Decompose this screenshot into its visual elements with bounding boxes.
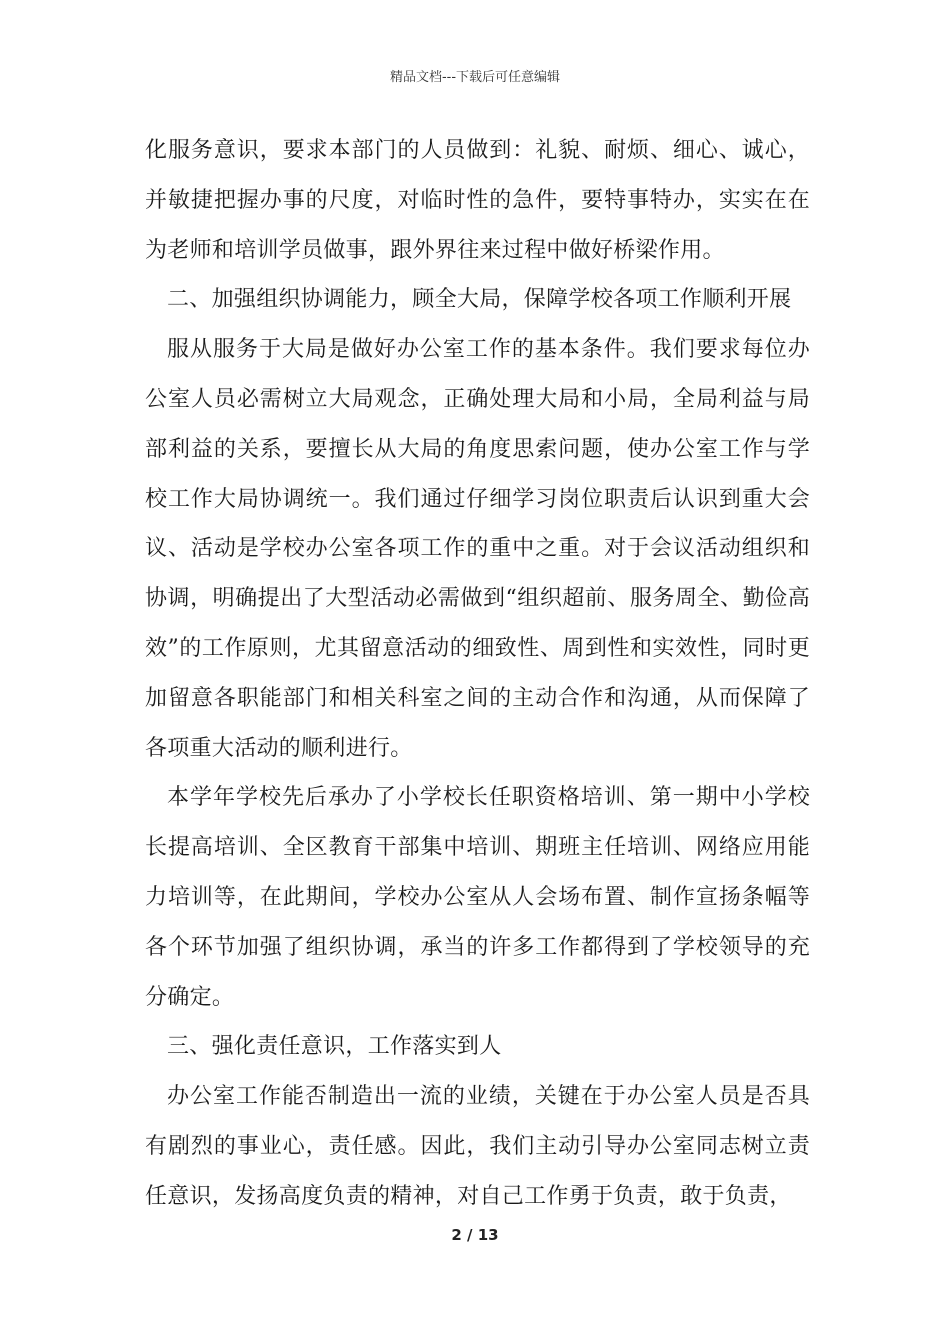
paragraph-training-events: 本学年学校先后承办了小学校长任职资格培训、第一期中小学校长提高培训、全区教育干部集中培训、期班主任培训、网络应用能力培训等，在此期间，学校办公室从人会场布置、制作宣扬条幅等各个环节加强了组织协调，承当的许多工作都得到了学校领导的充分确定。 [145,785,810,1010]
section-heading-responsibility: 三、强化责任意识，工作落实到人 [167,1034,502,1060]
page-header: 精品文档---下载后可任意编辑 [389,70,561,85]
paragraph-service-awareness: 化服务意识，要求本部门的人员做到：礼貌、耐烦、细心、诚心，并敏捷把握办事的尺度，对临时性的急件，要特事特办，实实在在为老师和培训学员做事，跟外界往来过程中做好桥梁作用。 [145,138,810,263]
document-body [145,126,810,1222]
section-heading-coordination: 二、加强组织协调能力，顾全大局，保障学校各项工作顺利开展 [167,287,792,313]
paragraph-overall-situation: 服从服务于大局是做好办公室工作的基本条件。我们要求每位办公室人员必需树立大局观念，正确处理大局和小局，全局利益与局部利益的关系，要擅长从大局的角度思索问题，使办公室工作与学校工作大局协调统一。我们通过仔细学习岗位职责后认识到重大会议、活动是学校办公室各项工作的重中之重。对于会议活动组织和协调，明确提出了大型活动必需做到“组织超前、服务周全、勤俭高效”的工作原则，尤其留意活动的细致性、周到性和实效性，同时更加留意各职能部门和相关科室之间的主动合作和沟通，从而保障了各项重大活动的顺利进行。 [145,337,810,761]
page-number: 2 / 13 [451,1226,499,1244]
paragraph-responsibility: 办公室工作能否制造出一流的业绩，关键在于办公室人员是否具有剧烈的事业心，责任感。因此，我们主动引导办公室同志树立责任意识，发扬高度负责的精神，对自己工作勇于负责，敢于负责， [145,1084,810,1209]
